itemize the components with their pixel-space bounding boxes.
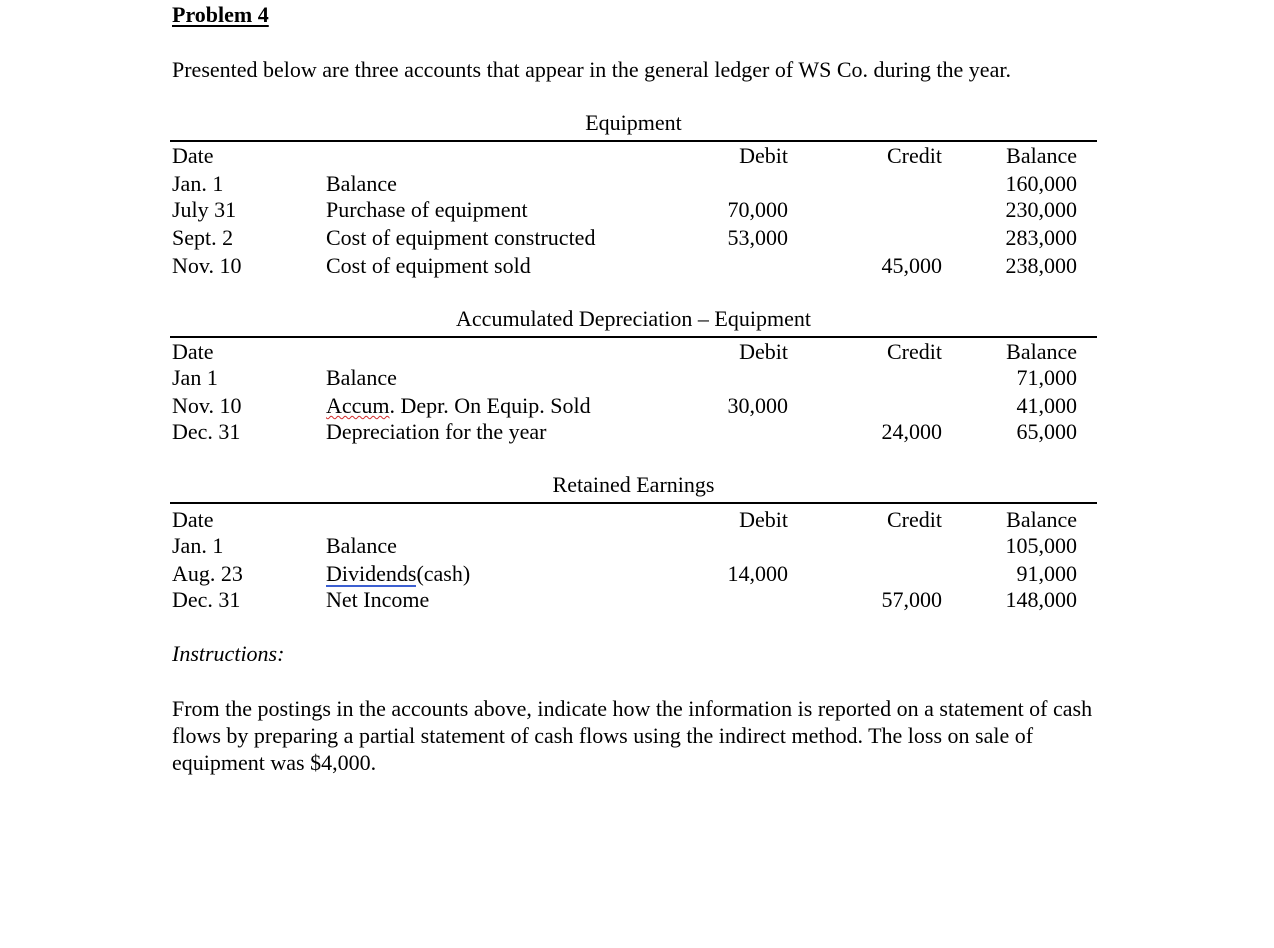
- row-debit: 30,000: [727, 393, 788, 418]
- row-date: Nov. 10: [172, 393, 242, 418]
- row-credit: 24,000: [881, 419, 942, 444]
- table-row: [172, 171, 1077, 197]
- intro-paragraph: Presented below are three accounts that appear in the general ledger of WS Co. during the year.: [172, 57, 1011, 82]
- column-header-row: [172, 507, 1077, 533]
- row-balance: 91,000: [1016, 561, 1077, 586]
- row-description: Depreciation for the year: [326, 419, 547, 444]
- header-rule: [170, 140, 1097, 142]
- row-debit: 70,000: [727, 197, 788, 222]
- row-date: Jan 1: [172, 365, 218, 390]
- row-balance: 230,000: [1005, 197, 1077, 222]
- spellcheck-flagged-word[interactable]: Accum: [326, 393, 390, 418]
- column-header-row: [172, 143, 1077, 169]
- table-row: [172, 533, 1077, 559]
- row-balance: 238,000: [1005, 253, 1077, 278]
- row-debit: 53,000: [727, 225, 788, 250]
- header-rule: [170, 502, 1097, 504]
- row-description: Balance: [326, 533, 397, 558]
- row-date: Dec. 31: [172, 419, 241, 444]
- col-debit-header: Debit: [739, 339, 788, 364]
- row-description: Cost of equipment sold: [326, 253, 531, 278]
- description-rest: (cash): [416, 561, 471, 586]
- account-title: Equipment: [585, 110, 682, 135]
- table-row: [172, 587, 1077, 613]
- table-row: [172, 253, 1077, 279]
- row-description: [326, 393, 591, 419]
- row-date: July 31: [172, 197, 237, 222]
- row-description: Cost of equipment constructed: [326, 225, 596, 250]
- col-date-header: Date: [172, 507, 214, 532]
- row-balance: 65,000: [1016, 419, 1077, 444]
- col-debit-header: Debit: [739, 143, 788, 168]
- row-description: Purchase of equipment: [326, 197, 528, 222]
- problem-title: Problem 4: [172, 2, 269, 27]
- col-credit-header: Credit: [887, 143, 942, 168]
- row-date: Jan. 1: [172, 533, 224, 558]
- row-date: Sept. 2: [172, 225, 234, 250]
- table-row: [172, 393, 1077, 419]
- table-row: [172, 365, 1077, 391]
- row-balance: 71,000: [1016, 365, 1077, 390]
- account-title: Retained Earnings: [552, 472, 715, 497]
- grammar-flagged-text[interactable]: Dividends: [326, 561, 417, 586]
- col-date-header: Date: [172, 339, 214, 364]
- row-date: Nov. 10: [172, 253, 242, 278]
- row-credit: 45,000: [881, 253, 942, 278]
- row-debit: 14,000: [727, 561, 788, 586]
- instructions-label: Instructions:: [172, 641, 285, 666]
- row-date: Dec. 31: [172, 587, 241, 612]
- description-rest: . Depr. On Equip. Sold: [389, 393, 591, 418]
- row-date: Jan. 1: [172, 171, 224, 196]
- row-balance: 105,000: [1005, 533, 1077, 558]
- row-credit: 57,000: [881, 587, 942, 612]
- header-rule: [170, 336, 1097, 338]
- col-debit-header: Debit: [739, 507, 788, 532]
- row-description: Net Income: [326, 587, 430, 612]
- row-description: Balance: [326, 171, 397, 196]
- instructions-text: From the postings in the accounts above, indicate how the information is reported on a statement of cash flows by preparing a partial statement of cash flows using the indirect method. The loss on sale of equipment was $4,000.: [172, 696, 1093, 775]
- col-date-header: Date: [172, 143, 214, 168]
- table-row: [172, 419, 1077, 445]
- row-balance: 283,000: [1005, 225, 1077, 250]
- row-balance: 148,000: [1005, 587, 1077, 612]
- row-balance: 41,000: [1016, 393, 1077, 418]
- table-row: [172, 561, 1077, 587]
- table-row: [172, 225, 1077, 251]
- row-description: Balance: [326, 365, 397, 390]
- row-date: Aug. 23: [172, 561, 243, 586]
- row-description: [326, 561, 470, 587]
- column-header-row: [172, 339, 1077, 365]
- col-balance-header: Balance: [1006, 143, 1077, 168]
- col-credit-header: Credit: [887, 339, 942, 364]
- col-balance-header: Balance: [1006, 507, 1077, 532]
- account-title: Accumulated Depreciation – Equipment: [456, 306, 811, 331]
- row-balance: 160,000: [1005, 171, 1077, 196]
- col-credit-header: Credit: [887, 507, 942, 532]
- col-balance-header: Balance: [1006, 339, 1077, 364]
- table-row: [172, 197, 1077, 223]
